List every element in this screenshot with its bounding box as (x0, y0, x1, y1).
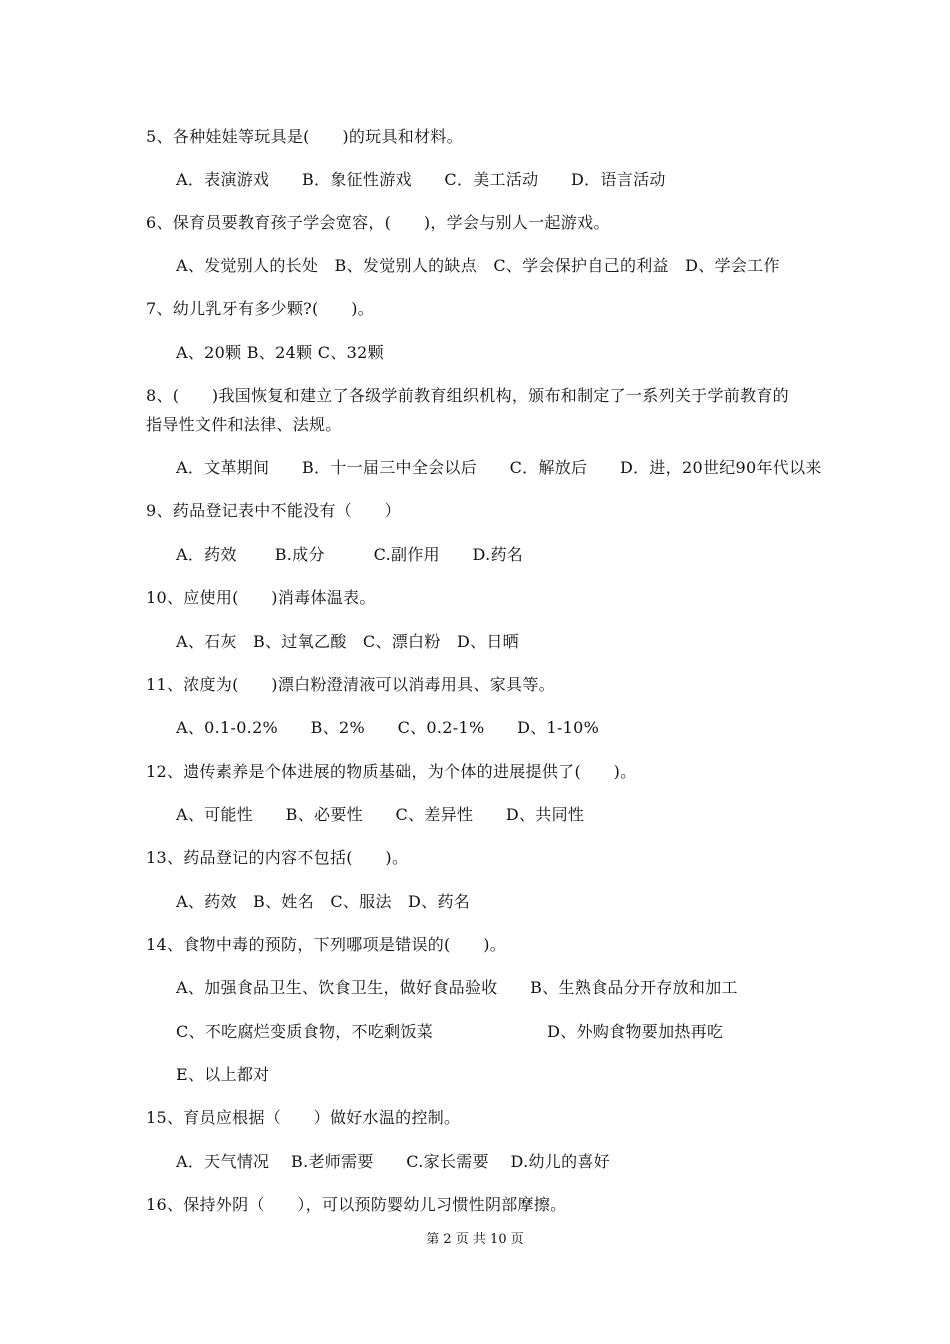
question-16: 16、保持外阴（ ），可以预防婴幼儿习惯性阴部摩擦。 (146, 1195, 567, 1214)
question-7: 7、幼儿乳牙有多少颗?( )。 (146, 299, 375, 318)
question-9: 9、药品登记表中不能没有（ ） (146, 501, 401, 520)
question-14-options-cd: C、不吃腐烂变质食物，不吃剩饭菜 D、外购食物要加热再吃 (176, 1022, 724, 1041)
question-6-options: A、发觉别人的长处 B、发觉别人的缺点 C、学会保护自己的利益 D、学会工作 (176, 256, 780, 275)
question-15: 15、育员应根据（ ）做好水温的控制。 (146, 1108, 461, 1127)
question-8-continued: 指导性文件和法律、法规。 (146, 415, 342, 434)
question-9-options: A．药效 B.成分 C.副作用 D.药名 (176, 545, 524, 564)
page-footer: 第 2 页 共 10 页 (426, 1232, 524, 1247)
question-15-options: A．天气情况 B.老师需要 C.家长需要 D.幼儿的喜好 (176, 1152, 610, 1171)
question-14: 14、食物中毒的预防，下列哪项是错误的( )。 (146, 935, 507, 954)
question-10: 10、应使用( )消毒体温表。 (146, 588, 376, 607)
question-14-option-e: E、以上都对 (176, 1065, 270, 1084)
question-12: 12、遗传素养是个体进展的物质基础，为个体的进展提供了( )。 (146, 762, 637, 781)
question-14-options-ab: A、加强食品卫生、饮食卫生，做好食品验收 B、生熟食品分开存放和加工 (176, 978, 738, 997)
question-8: 8、( )我国恢复和建立了各级学前教育组织机构，颁布和制定了一系列关于学前教育的 (146, 386, 789, 405)
question-5: 5、各种娃娃等玩具是( )的玩具和材料。 (146, 127, 463, 146)
question-13: 13、药品登记的内容不包括( )。 (146, 848, 409, 867)
question-7-options: A、20颗 B、24颗 C、32颗 (176, 343, 384, 362)
question-10-options: A、石灰 B、过氧乙酸 C、漂白粉 D、日晒 (176, 632, 519, 651)
question-6: 6、保育员要教育孩子学会宽容，( )，学会与别人一起游戏。 (146, 213, 610, 232)
question-11-options: A、0.1-0.2% B、2% C、0.2-1% D、1-10% (176, 718, 600, 737)
question-5-options: A．表演游戏 B．象征性游戏 C．美工活动 D．语言活动 (176, 170, 666, 189)
question-13-options: A、药效 B、姓名 C、服法 D、药名 (176, 892, 471, 911)
question-8-options: A．文革期间 B．十一届三中全会以后 C．解放后 D．进，20世纪90年代以来 (176, 458, 822, 477)
question-12-options: A、可能性 B、必要性 C、差异性 D、共同性 (176, 805, 585, 824)
question-11: 11、浓度为( )漂白粉澄清液可以消毒用具、家具等。 (146, 675, 555, 694)
